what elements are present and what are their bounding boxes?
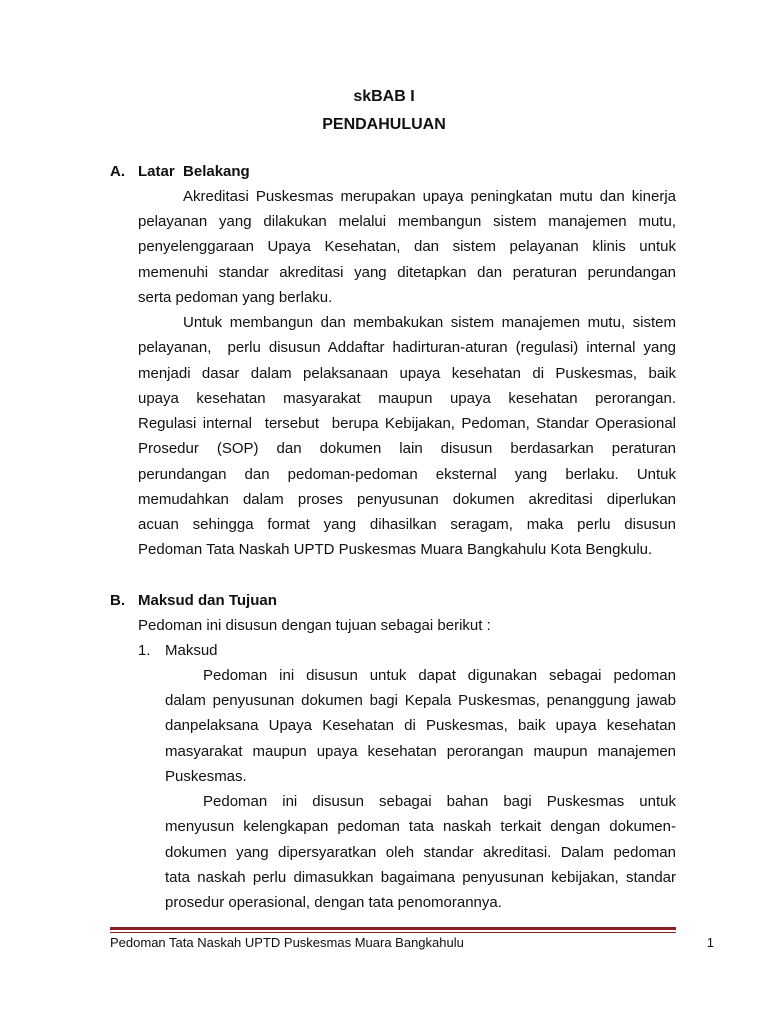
section-a-letter: A. [110,163,125,180]
paragraph-line: Pedoman ini disusun untuk dapat digunakan sebagai pedoman [203,667,676,684]
section-a-title: Latar Belakang [138,163,250,180]
paragraph-line: Pedoman Tata Naskah UPTD Puskesmas Muara Bangkahulu Kota Bengkulu. [138,541,653,558]
section-b-letter: B. [110,592,125,609]
paragraph-line: menjadi dasar dalam pelaksanaan upaya kesehatan di Puskesmas, baik [138,365,676,382]
list-item-title: Maksud [165,642,218,659]
paragraph-line: Prosedur (SOP) dan dokumen lain disusun berdasarkan peraturan [138,440,676,457]
paragraph-line: pelayanan, perlu disusun Addaftar hadirturan-aturan (regulasi) internal yang [138,339,676,356]
paragraph-line: dokumen yang dipersyaratkan oleh standar akreditasi. Dalam pedoman [165,844,676,861]
section-b-intro: Pedoman ini disusun dengan tujuan sebagai berikut : [138,617,491,634]
paragraph-line: perundangan dan pedoman-pedoman eksternal yang berlaku. Untuk [138,466,676,483]
list-number: 1. [138,642,151,659]
paragraph-line: serta pedoman yang berlaku. [138,289,333,306]
page-number: 1 [706,935,714,950]
paragraph-line: Regulasi internal tersebut berupa Kebijakan, Pedoman, Standar Operasional [138,415,676,432]
paragraph-line: danpelaksana Upaya Kesehatan di Puskesmas, baik upaya kesehatan [165,717,676,734]
paragraph-line: Puskesmas. [165,768,247,785]
paragraph-line: masyarakat maupun upaya kesehatan perorangan maupun manajemen [165,743,676,760]
paragraph-line: menyusun kelengkapan pedoman tata naskah terkait dengan dokumen- [165,818,676,835]
page-title: PENDAHULUAN [322,116,446,133]
paragraph-line: memudahkan dalam proses penyusunan dokumen akreditasi diperlukan [138,491,676,508]
paragraph-line: Untuk membangun dan membakukan sistem manajemen mutu, sistem [183,314,676,331]
footer-rule-thin [110,932,676,933]
paragraph-line: acuan sehingga format yang dihasilkan seragam, maka perlu disusun [138,516,676,533]
section-b-title: Maksud dan Tujuan [138,592,277,609]
paragraph-line: tata naskah perlu dimasukkan bagaimana penyusunan kebijakan, standar [165,869,676,886]
paragraph-line: dalam penyusunan dokumen bagi Kepala Puskesmas, penanggung jawab [165,692,676,709]
paragraph-line: pelayanan yang dilakukan melalui membangun sistem manajemen mutu, [138,213,676,230]
paragraph-line: penyelenggaraan Upaya Kesehatan, dan sistem pelayanan klinis untuk [138,238,676,255]
footer-rule-thick [110,927,676,930]
paragraph-line: memenuhi standar akreditasi yang ditetapkan dan peraturan perundangan [138,264,676,281]
paragraph-line: Akreditasi Puskesmas merupakan upaya peningkatan mutu dan kinerja [183,188,676,205]
footer-text: Pedoman Tata Naskah UPTD Puskesmas Muara Bangkahulu [110,935,464,950]
chapter-heading: skBAB I [353,88,415,105]
paragraph-line: Pedoman ini disusun sebagai bahan bagi Puskesmas untuk [203,793,676,810]
paragraph-line: prosedur operasional, dengan tata penomorannya. [165,894,502,911]
paragraph-line: upaya kesehatan masyarakat maupun upaya kesehatan perorangan. [138,390,676,407]
